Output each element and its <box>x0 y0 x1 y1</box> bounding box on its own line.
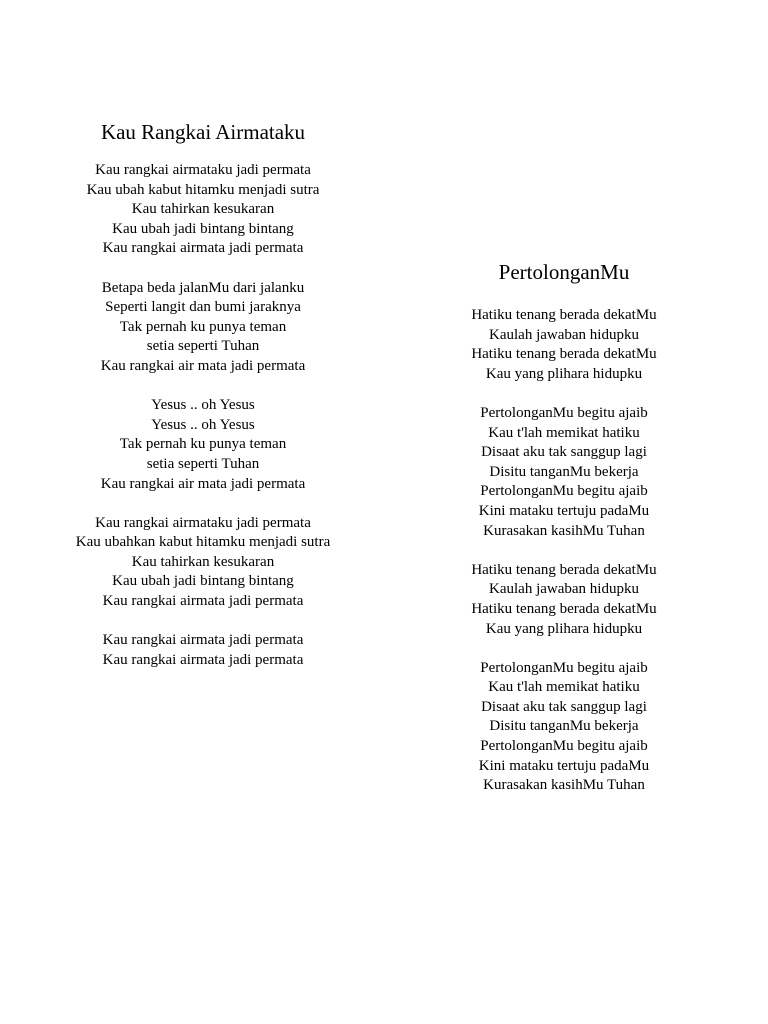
lyric-line: Kau ubah jadi bintang bintang <box>112 220 294 237</box>
lyric-line: Tak pernah ku punya teman <box>119 436 287 453</box>
song-pertolonganmu <box>413 259 715 815</box>
stanza <box>0 631 406 670</box>
stanza-list <box>413 306 715 796</box>
stanza <box>0 279 406 377</box>
lyric-line: Yesus .. oh Yesus <box>151 416 255 433</box>
lyric-line: Kau ubahkan kabut hitamku menjadi sutra <box>75 534 331 551</box>
lyric-line: Kaulah jawaban hidupku <box>489 581 639 598</box>
lyric-line: Disaat aku tak sanggup lagi <box>481 698 647 715</box>
lyric-line: setia seperti Tuhan <box>146 455 260 472</box>
lyric-line: PertolonganMu begitu ajaib <box>480 738 648 755</box>
lyric-line: Kurasakan kasihMu Tuhan <box>483 522 645 539</box>
lyric-line: Yesus .. oh Yesus <box>151 397 255 414</box>
stanza-list <box>0 161 406 670</box>
stanza <box>413 306 715 384</box>
lyric-line: Kini mataku tertuju padaMu <box>478 757 650 774</box>
stanza <box>413 404 715 541</box>
lyric-line: Disaat aku tak sanggup lagi <box>481 444 647 461</box>
lyric-line: Seperti langit dan bumi jaraknya <box>105 299 301 316</box>
lyric-line: Kau rangkai air mata jadi permata <box>100 475 306 492</box>
lyric-line: Kau yang plihara hidupku <box>485 620 643 637</box>
lyric-line: Kau rangkai air mata jadi permata <box>100 357 306 374</box>
lyric-line: Kau rangkai airmata jadi permata <box>102 593 304 610</box>
song-kau-rangkai-airmataku <box>0 119 406 690</box>
lyric-line: Kau rangkai airmataku jadi permata <box>95 514 311 531</box>
lyric-line: Betapa beda jalanMu dari jalanku <box>101 279 305 296</box>
lyric-line: PertolonganMu begitu ajaib <box>480 659 648 676</box>
lyric-line: Kau t'lah memikat hatiku <box>488 679 640 696</box>
lyric-line: Kau rangkai airmata jadi permata <box>102 240 304 257</box>
lyric-line: Kau t'lah memikat hatiku <box>488 424 640 441</box>
lyric-line: Disitu tanganMu bekerja <box>489 463 639 480</box>
lyric-line: Kau ubah jadi bintang bintang <box>112 573 294 590</box>
lyric-line: Kau ubah kabut hitamku menjadi sutra <box>86 181 320 198</box>
stanza <box>413 659 715 796</box>
lyric-line: setia seperti Tuhan <box>146 338 260 355</box>
song-title: Kau Rangkai Airmataku <box>100 120 306 144</box>
lyric-line: Kau tahirkan kesukaran <box>131 553 275 570</box>
lyric-line: Disitu tanganMu bekerja <box>489 718 639 735</box>
lyric-line: Tak pernah ku punya teman <box>119 318 287 335</box>
lyric-line: Kau yang plihara hidupku <box>485 365 643 382</box>
stanza <box>0 161 406 259</box>
lyric-line: Hatiku tenang berada dekatMu <box>471 346 657 363</box>
lyric-line: Kau rangkai airmata jadi permata <box>102 632 304 649</box>
lyric-line: Kau rangkai airmataku jadi permata <box>95 162 311 178</box>
lyric-line: Kaulah jawaban hidupku <box>489 326 639 343</box>
song-title: PertolonganMu <box>498 260 630 284</box>
lyric-line: Kau rangkai airmata jadi permata <box>102 651 304 668</box>
lyric-line: Kau tahirkan kesukaran <box>131 201 275 218</box>
lyric-line: PertolonganMu begitu ajaib <box>480 483 648 500</box>
lyric-line: Hatiku tenang berada dekatMu <box>471 600 657 617</box>
lyric-line: Hatiku tenang berada dekatMu <box>471 561 657 578</box>
lyric-line: Kurasakan kasihMu Tuhan <box>483 777 645 794</box>
lyric-line: PertolonganMu begitu ajaib <box>480 404 648 421</box>
lyric-line: Hatiku tenang berada dekatMu <box>471 307 657 323</box>
lyric-line: Kini mataku tertuju padaMu <box>478 502 650 519</box>
stanza <box>413 561 715 639</box>
stanza <box>0 396 406 494</box>
stanza <box>0 514 406 612</box>
